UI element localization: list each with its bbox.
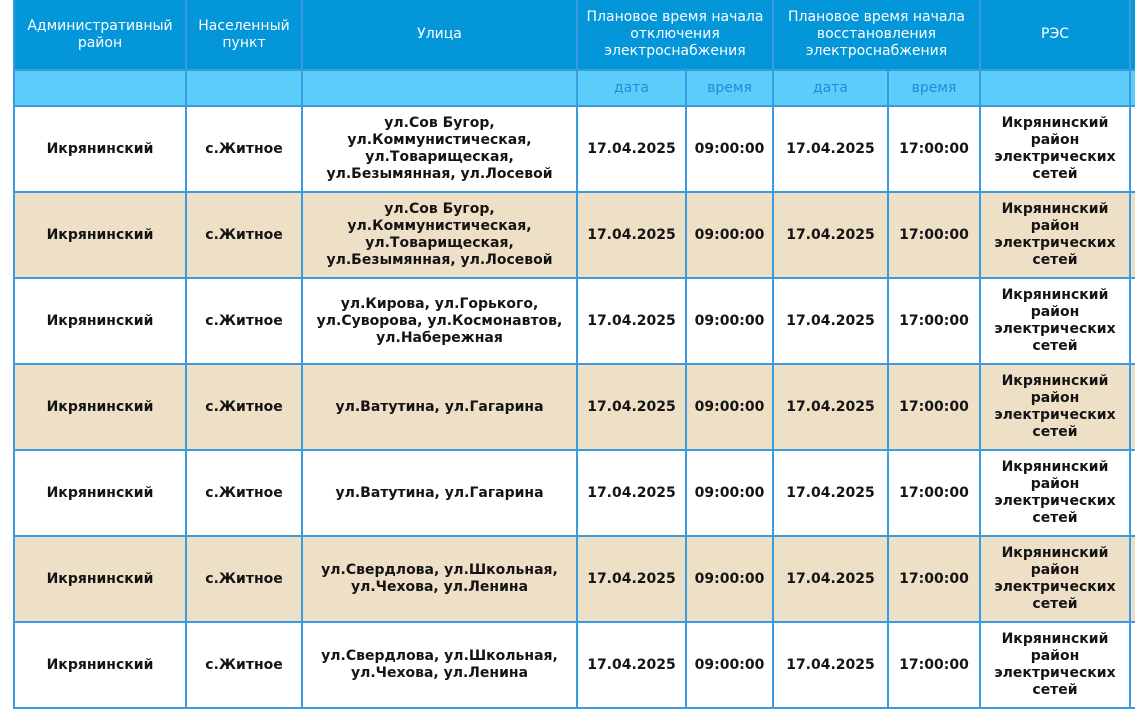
subheader-on-time: время — [888, 70, 980, 106]
cell-district: Икрянинский — [14, 364, 186, 450]
cell-off-date: 17.04.2025 — [577, 536, 686, 622]
cell-res: Икрянинский район электрических сетей — [980, 622, 1130, 708]
cell-on-time: 17:00:00 — [888, 450, 980, 536]
cell-off-date: 17.04.2025 — [577, 622, 686, 708]
subheader-empty — [186, 70, 302, 106]
table-row — [14, 450, 1135, 536]
table-row — [14, 192, 1135, 278]
header-res: РЭС — [980, 0, 1130, 70]
cell-off-time: 09:00:00 — [686, 106, 773, 192]
cell-on-date: 17.04.2025 — [773, 364, 888, 450]
cell-street: ул.Ватутина, ул.Гагарина — [302, 450, 577, 536]
cell-street: ул.Сов Бугор, ул.Коммунистическая, ул.Товарищеская, ул.Безымянная, ул.Лосевой — [302, 192, 577, 278]
cell-street: ул.Свердлова, ул.Школьная, ул.Чехова, ул.Ленина — [302, 536, 577, 622]
cell-res: Икрянинский район электрических сетей — [980, 536, 1130, 622]
cell-off-date: 17.04.2025 — [577, 278, 686, 364]
cell-district: Икрянинский — [14, 622, 186, 708]
outage-table — [13, 0, 1135, 709]
cell-on-time: 17:00:00 — [888, 106, 980, 192]
cell-locality: с.Житное — [186, 622, 302, 708]
cell-res: Икрянинский район электрических сетей — [980, 106, 1130, 192]
cell-extra — [1130, 106, 1135, 192]
cell-street: ул.Кирова, ул.Горького, ул.Суворова, ул.Космонавтов, ул.Набережная — [302, 278, 577, 364]
header-row — [14, 0, 1135, 70]
header-street: Улица — [302, 0, 577, 70]
cell-extra — [1130, 192, 1135, 278]
subheader-empty — [302, 70, 577, 106]
cell-district: Икрянинский — [14, 192, 186, 278]
cell-street: ул.Свердлова, ул.Школьная, ул.Чехова, ул.Ленина — [302, 622, 577, 708]
cell-on-time: 17:00:00 — [888, 536, 980, 622]
cell-extra — [1130, 450, 1135, 536]
cell-on-date: 17.04.2025 — [773, 450, 888, 536]
cell-locality: с.Житное — [186, 450, 302, 536]
table-row — [14, 536, 1135, 622]
cell-locality: с.Житное — [186, 536, 302, 622]
cell-off-time: 09:00:00 — [686, 450, 773, 536]
cell-locality: с.Житное — [186, 106, 302, 192]
cell-locality: с.Житное — [186, 364, 302, 450]
header-extra — [1130, 0, 1135, 70]
cell-district: Икрянинский — [14, 536, 186, 622]
subheader-empty — [14, 70, 186, 106]
cell-street: ул.Сов Бугор, ул.Коммунистическая, ул.Товарищеская, ул.Безымянная, ул.Лосевой — [302, 106, 577, 192]
cell-locality: с.Житное — [186, 192, 302, 278]
cell-locality: с.Житное — [186, 278, 302, 364]
cell-on-date: 17.04.2025 — [773, 192, 888, 278]
cell-district: Икрянинский — [14, 106, 186, 192]
cell-off-time: 09:00:00 — [686, 192, 773, 278]
cell-res: Икрянинский район электрических сетей — [980, 364, 1130, 450]
subheader-on-date: дата — [773, 70, 888, 106]
cell-off-date: 17.04.2025 — [577, 450, 686, 536]
cell-on-date: 17.04.2025 — [773, 278, 888, 364]
cell-on-date: 17.04.2025 — [773, 536, 888, 622]
cell-res: Икрянинский район электрических сетей — [980, 192, 1130, 278]
table-row — [14, 106, 1135, 192]
subheader-empty — [1130, 70, 1135, 106]
header-on-time: Плановое время начала восстановления электроснабжения — [773, 0, 980, 70]
cell-on-date: 17.04.2025 — [773, 622, 888, 708]
cell-on-date: 17.04.2025 — [773, 106, 888, 192]
cell-extra — [1130, 622, 1135, 708]
cell-off-time: 09:00:00 — [686, 364, 773, 450]
cell-extra — [1130, 278, 1135, 364]
cell-off-time: 09:00:00 — [686, 278, 773, 364]
header-district: Административный район — [14, 0, 186, 70]
table-row — [14, 278, 1135, 364]
cell-off-time: 09:00:00 — [686, 536, 773, 622]
header-locality: Населенный пункт — [186, 0, 302, 70]
cell-on-time: 17:00:00 — [888, 364, 980, 450]
cell-res: Икрянинский район электрических сетей — [980, 450, 1130, 536]
subheader-off-date: дата — [577, 70, 686, 106]
table-row — [14, 364, 1135, 450]
cell-off-date: 17.04.2025 — [577, 192, 686, 278]
cell-off-date: 17.04.2025 — [577, 106, 686, 192]
cell-on-time: 17:00:00 — [888, 192, 980, 278]
cell-district: Икрянинский — [14, 278, 186, 364]
cell-res: Икрянинский район электрических сетей — [980, 278, 1130, 364]
cell-off-date: 17.04.2025 — [577, 364, 686, 450]
cell-district: Икрянинский — [14, 450, 186, 536]
cell-off-time: 09:00:00 — [686, 622, 773, 708]
cell-street: ул.Ватутина, ул.Гагарина — [302, 364, 577, 450]
cell-extra — [1130, 364, 1135, 450]
table-row — [14, 622, 1135, 708]
cell-on-time: 17:00:00 — [888, 278, 980, 364]
header-off-time: Плановое время начала отключения электроснабжения — [577, 0, 773, 70]
subheader-row — [14, 70, 1135, 106]
subheader-empty — [980, 70, 1130, 106]
cell-extra — [1130, 536, 1135, 622]
subheader-off-time: время — [686, 70, 773, 106]
cell-on-time: 17:00:00 — [888, 622, 980, 708]
